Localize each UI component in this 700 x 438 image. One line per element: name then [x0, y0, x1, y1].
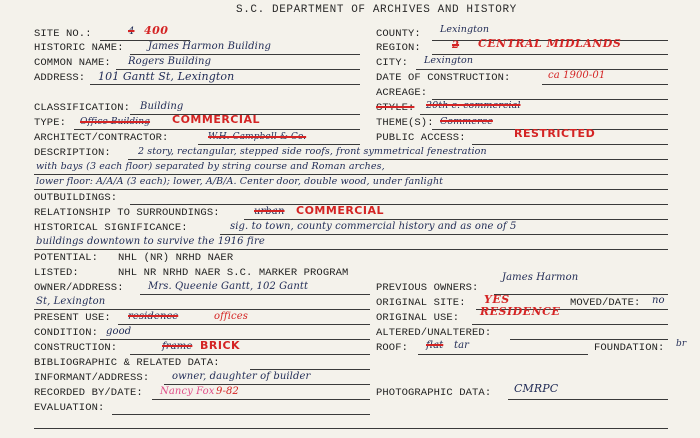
- previous-owners-label: PREVIOUS OWNERS:: [376, 282, 479, 294]
- description-line-1: 2 story, rectangular, stepped side roofs, front symmetrical fenestration: [138, 146, 487, 157]
- common-name-label: COMMON NAME:: [34, 57, 111, 69]
- moved-date-label: MOVED/DATE:: [570, 297, 641, 309]
- present-use-old-value: residence: [128, 311, 179, 322]
- original-use-label: ORIGINAL USE:: [376, 312, 460, 324]
- county-value: Lexington: [440, 24, 490, 35]
- present-use-value: offices: [214, 311, 248, 322]
- recorded-label: RECORDED BY/DATE:: [34, 387, 143, 399]
- city-label: CITY:: [376, 57, 409, 69]
- description-label: DESCRIPTION:: [34, 147, 111, 159]
- style-old-value: 20th c. commercial: [426, 100, 521, 111]
- description-line-2: with bays (3 each floor) separated by string course and Roman arches,: [36, 161, 385, 172]
- architect-label: ARCHITECT/CONTRACTOR:: [34, 132, 169, 144]
- type-label: TYPE:: [34, 117, 67, 129]
- roof-label: ROOF:: [376, 342, 409, 354]
- foundation-value: br: [676, 339, 687, 349]
- public-access-label: PUBLIC ACCESS:: [376, 132, 466, 144]
- site-no-old-value: 4: [128, 26, 135, 37]
- historic-name-value: James Harmon Building: [148, 41, 271, 52]
- significance-line-2: buildings downtown to survive the 1916 fire: [36, 236, 265, 247]
- outbuildings-label: OUTBUILDINGS:: [34, 192, 118, 204]
- condition-value: good: [106, 326, 132, 337]
- evaluation-label: EVALUATION:: [34, 402, 105, 414]
- roof-value: tar: [454, 340, 470, 351]
- recorded-by-value: Nancy Fox: [160, 386, 215, 397]
- acreage-label: ACREAGE:: [376, 87, 428, 99]
- common-name-value: Rogers Building: [128, 56, 212, 67]
- county-label: COUNTY:: [376, 28, 421, 40]
- address-value: 101 Gantt St, Lexington: [98, 70, 235, 83]
- card-title: S.C. DEPARTMENT OF ARCHIVES AND HISTORY: [236, 4, 517, 16]
- condition-label: CONDITION:: [34, 327, 99, 339]
- style-label: STYLE:: [376, 102, 415, 114]
- region-label: REGION:: [376, 42, 421, 54]
- listed-label: LISTED:: [34, 267, 79, 279]
- relationship-old-value: urban: [254, 206, 285, 217]
- construction-label: CONSTRUCTION:: [34, 342, 118, 354]
- significance-label: HISTORICAL SIGNIFICANCE:: [34, 222, 188, 234]
- address-label: ADDRESS:: [34, 72, 86, 84]
- classification-value: Building: [140, 101, 184, 112]
- date-construction-label: DATE OF CONSTRUCTION:: [376, 72, 511, 84]
- architect-value: W.H. Campbell & Co.: [208, 132, 307, 142]
- potential-label: POTENTIAL:: [34, 252, 99, 264]
- previous-owners-value: James Harmon: [502, 272, 579, 283]
- construction-old-value: frame: [162, 341, 193, 352]
- original-site-value: YES: [484, 293, 510, 306]
- owner-line-1: Mrs. Queenie Gantt, 102 Gantt: [148, 281, 309, 292]
- owner-line-2: St, Lexington: [36, 296, 106, 307]
- altered-label: ALTERED/UNALTERED:: [376, 327, 492, 339]
- type-old-value: Office Building: [80, 117, 151, 127]
- date-construction-value: ca 1900-01: [548, 70, 606, 81]
- theme-old-value: Commerce: [440, 116, 493, 127]
- description-line-3: lower floor: A/A/A (3 each); lower, A/B/A. Center door, double wood, under fanlight: [36, 176, 444, 187]
- informant-value: owner, daughter of builder: [172, 371, 311, 382]
- public-access-value: RESTRICTED: [514, 127, 596, 140]
- construction-value: BRICK: [200, 339, 241, 352]
- foundation-label: FOUNDATION:: [594, 342, 665, 354]
- relationship-label: RELATIONSHIP TO SURROUNDINGS:: [34, 207, 220, 219]
- classification-label: CLASSIFICATION:: [34, 102, 131, 114]
- recorded-date-value: 9-82: [216, 386, 239, 397]
- relationship-value: COMMERCIAL: [296, 204, 384, 217]
- present-use-label: PRESENT USE:: [34, 312, 111, 324]
- photographic-value: CMRPC: [514, 382, 559, 395]
- region-old-value: 2: [452, 40, 460, 51]
- type-value: COMMERCIAL: [172, 113, 260, 126]
- potential-options: NHL (NR) NRHD NAER: [118, 252, 234, 264]
- site-no-value: 400: [144, 24, 169, 37]
- original-site-label: ORIGINAL SITE:: [376, 297, 466, 309]
- original-use-value: RESIDENCE: [480, 305, 561, 318]
- moved-date-value: no: [652, 295, 665, 306]
- historic-name-label: HISTORIC NAME:: [34, 42, 124, 54]
- significance-line-1: sig. to town, county commercial history and as one of 5: [230, 221, 517, 232]
- region-value: CENTRAL MIDLANDS: [478, 37, 622, 50]
- photographic-label: PHOTOGRAPHIC DATA:: [376, 387, 492, 399]
- theme-label: THEME(S):: [376, 117, 434, 129]
- owner-label: OWNER/ADDRESS:: [34, 282, 124, 294]
- informant-label: INFORMANT/ADDRESS:: [34, 372, 150, 384]
- city-value: Lexington: [424, 55, 474, 66]
- roof-old-value: flat: [426, 340, 444, 351]
- site-no-label: SITE NO.:: [34, 28, 92, 40]
- listed-options: NHL NR NRHD NAER S.C. MARKER PROGRAM: [118, 267, 349, 279]
- bibliographic-label: BIBLIOGRAPHIC & RELATED DATA:: [34, 357, 220, 369]
